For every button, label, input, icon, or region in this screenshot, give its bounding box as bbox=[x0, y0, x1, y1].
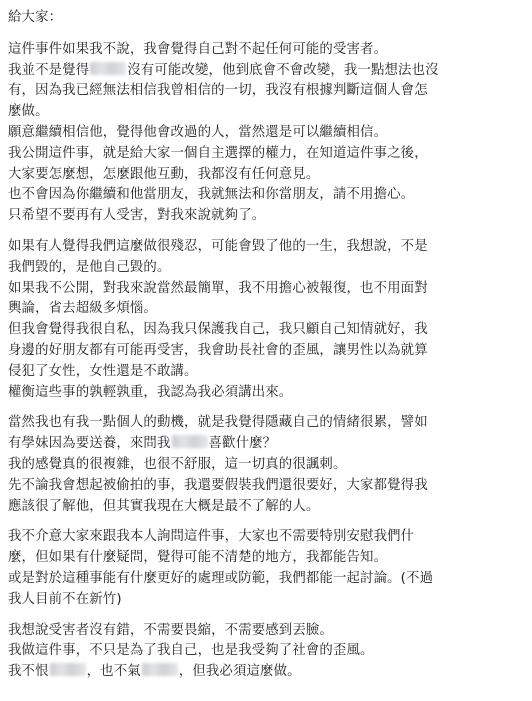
text-segment: ，但我必須這麼做。 bbox=[178, 664, 301, 680]
text-line bbox=[8, 81, 522, 102]
paragraph bbox=[8, 237, 522, 403]
text-segment: 願意繼續相信他，覺得他會改過的人，當然還是可以繼續相信。 bbox=[8, 124, 388, 140]
text-line bbox=[8, 279, 522, 300]
text-segment: 我不恨 bbox=[8, 664, 49, 680]
redacted-name-blur bbox=[172, 435, 208, 448]
text-segment: 大家要怎麼想，怎麼跟他互動，我都沒有任何意見。 bbox=[8, 166, 320, 182]
text-line bbox=[8, 123, 522, 144]
redacted-name-blur bbox=[50, 663, 86, 676]
text-line bbox=[8, 497, 522, 518]
paragraph bbox=[8, 527, 522, 610]
text-line bbox=[8, 341, 522, 362]
text-line bbox=[8, 102, 522, 123]
text-line bbox=[8, 237, 522, 258]
text-segment: 有學妹因為要送養，來問我 bbox=[8, 436, 171, 452]
text-segment: 也不會因為你繼續和他當朋友，我就無法和你當朋友，請不用擔心。 bbox=[8, 187, 415, 203]
text-segment: 我們毀的，是他自己毀的。 bbox=[8, 259, 171, 275]
text-segment: 這件事件如果我不說，我會覺得自己對不起任何可能的受害者。 bbox=[8, 41, 388, 57]
text-segment: 只希望不要再有人受害，對我來說就夠了。 bbox=[8, 208, 266, 224]
text-segment: 應該很了解他，但其實我現在大概是最不了解的人。 bbox=[8, 498, 320, 514]
text-segment: 我想說受害者沒有錯，不需要畏縮，不需要感到丟臉。 bbox=[8, 622, 333, 638]
text-line bbox=[8, 165, 522, 186]
text-segment: 權衡這些事的孰輕孰重，我認為我必須講出來。 bbox=[8, 384, 293, 400]
text-line bbox=[8, 590, 522, 611]
greeting: 給大家： bbox=[8, 10, 63, 25]
text-segment: 如果有人覺得我們這麼做很殘忍，可能會毀了他的一生，我想說，不是 bbox=[8, 238, 428, 254]
text-segment: 沒有可能改變，他到底會不會改變，我一點想法也沒 bbox=[127, 62, 439, 78]
text-line bbox=[8, 434, 522, 455]
text-segment: 或是對於這種事能有什麼更好的處理或防範，我們都能一起討論。(不過 bbox=[8, 570, 434, 586]
text-segment: 當然我也有我一點個人的動機，就是我覺得隱藏自己的情緒很累，譬如 bbox=[8, 415, 428, 431]
text-segment: 麼做。 bbox=[8, 104, 49, 120]
text-line bbox=[8, 527, 522, 548]
text-line bbox=[8, 548, 522, 569]
text-segment: 我做這件事，不只是為了我自己，也是我受夠了社會的歪風。 bbox=[8, 643, 374, 659]
text-segment: 身邊的好朋友都有可能再受害，我會助長社會的歪風，讓男性以為就算 bbox=[8, 342, 428, 358]
text-segment: 我並不是覺得 bbox=[8, 62, 90, 78]
text-line bbox=[8, 662, 522, 683]
text-line bbox=[8, 362, 522, 383]
redacted-name-blur bbox=[90, 62, 126, 75]
text-line bbox=[8, 383, 522, 404]
text-line bbox=[8, 320, 522, 341]
text-segment: 先不論我會想起被偷拍的事，我還要假裝我們還很要好，大家都覺得我 bbox=[8, 477, 428, 493]
text-line bbox=[8, 455, 522, 476]
text-line bbox=[8, 299, 522, 320]
text-line bbox=[8, 413, 522, 434]
text-segment: 輿論，省去超級多煩惱。 bbox=[8, 301, 157, 317]
text-line bbox=[8, 641, 522, 662]
text-line bbox=[8, 569, 522, 590]
text-line bbox=[8, 621, 522, 642]
text-segment: 侵犯了女性，女性還是不敢講。 bbox=[8, 363, 198, 379]
redacted-name-blur bbox=[142, 663, 178, 676]
paragraph bbox=[8, 40, 522, 227]
paragraph bbox=[8, 413, 522, 517]
text-segment: 喜歡什麼？ bbox=[208, 436, 277, 452]
text-line bbox=[8, 206, 522, 227]
text-line bbox=[8, 40, 522, 61]
text-segment: 但我會覺得我很自私，因為我只保護我自己，我只顧自己知情就好，我 bbox=[8, 322, 428, 338]
paragraph bbox=[8, 621, 522, 683]
text-line bbox=[8, 144, 522, 165]
text-segment: 我不介意大家來跟我本人詢問這件事，大家也不需要特別安慰我們什 bbox=[8, 529, 415, 545]
text-line bbox=[8, 185, 522, 206]
text-segment: 我公開這件事，就是給大家一個自主選擇的權力，在知道這件事之後， bbox=[8, 145, 428, 161]
paragraph-container bbox=[8, 40, 522, 683]
text-segment: 如果我不公開，對我來說當然最簡單，我不用擔心被報復，也不用面對 bbox=[8, 280, 428, 296]
text-segment: 有，因為我已經無法相信我曾相信的一切，我沒有根據判斷這個人會怎 bbox=[8, 83, 428, 99]
text-line bbox=[8, 258, 522, 279]
text-segment: 我人目前不在新竹) bbox=[8, 591, 122, 607]
text-line bbox=[8, 476, 522, 497]
text-line bbox=[8, 61, 522, 82]
text-segment: 麼，但如果有什麼疑問，覺得可能不清楚的地方，我都能告知。 bbox=[8, 550, 388, 566]
text-segment: 我的感覺真的很複雜，也很不舒服，這一切真的很諷刺。 bbox=[8, 456, 347, 472]
text-segment: ，也不氣 bbox=[86, 664, 141, 680]
